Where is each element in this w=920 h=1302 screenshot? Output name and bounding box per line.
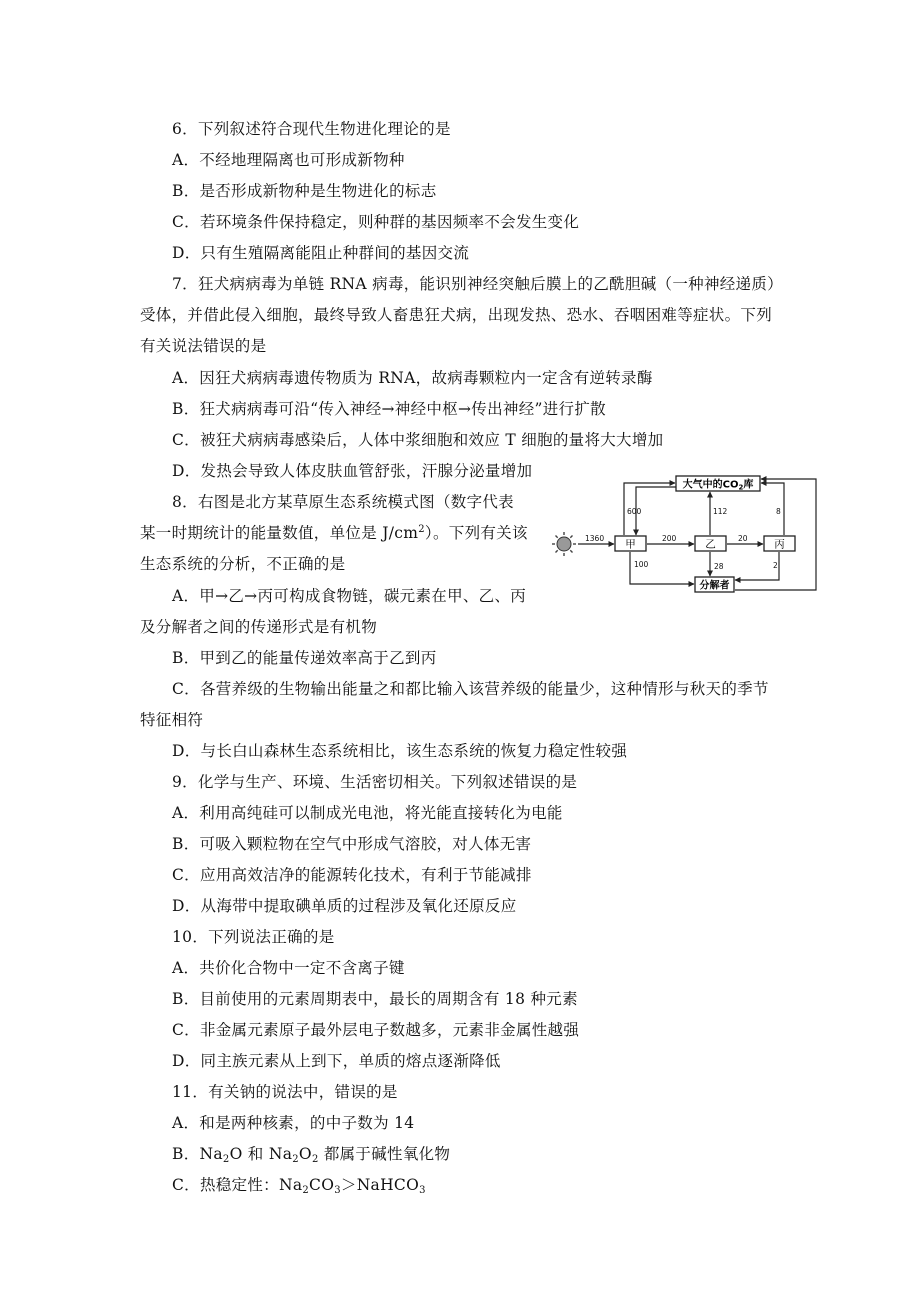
q10-option-d: D．同主族元素从上到下，单质的熔点逐渐降低 [172,1052,501,1070]
label-jia: 甲 [625,538,636,551]
q6-option-d: D．只有生殖隔离能阻止种群间的基因交流 [172,244,470,262]
q8-stem-line3: 生态系统的分析，不正确的是 [140,555,346,573]
sun-icon [552,532,576,556]
q8-stem-line1: 8．右图是北方某草原生态系统模式图（数字代表 [172,493,514,511]
ecosystem-energy-flow-diagram [548,474,824,606]
q8-option-a-line2: 及分解者之间的传递形式是有机物 [140,618,378,636]
q7-option-c: C．被狂犬病病毒感染后，人体中浆细胞和效应 T 细胞的量将大大增加 [172,431,664,449]
q6-option-a: A．不经地理隔离也可形成新物种 [172,151,405,169]
value-2: 2 [773,561,778,570]
q9-option-b: B．可吸入颗粒物在空气中形成气溶胶，对人体无害 [172,835,532,853]
q7-option-b: B．狂犬病病毒可沿“传入神经→神经中枢→传出神经”进行扩散 [172,400,606,418]
decomposer-label: 分解者 [699,580,730,592]
value-20: 20 [738,534,748,543]
q11-option-c: C．热稳定性：$Na_2CO_3>NaHCO_3$ [172,1176,426,1196]
q9-stem: 9．化学与生产、环境、生活密切相关。下列叙述错误的是 [172,773,578,791]
q10-option-c: C．非金属元素原子最外层电子数越多，元素非金属性越强 [172,1021,580,1039]
q8-option-c-line2: 特征相符 [140,711,204,729]
q7-option-a: A．因狂犬病病毒遗传物质为 RNA，故病毒颗粒内一定含有逆转录酶 [172,369,653,387]
q10-option-a: A．共价化合物中一定不含离子键 [172,959,405,977]
value-600: 600 [627,507,642,516]
q11-option-a: A．和是两种核素，的中子数为 14 [172,1114,415,1132]
value-28: 28 [714,562,724,571]
q10-option-b: B．目前使用的元素周期表中，最长的周期含有 18 种元素 [172,990,578,1008]
value-100: 100 [634,560,649,569]
value-200: 200 [662,534,677,543]
arrow-co2-to-jia [636,487,676,535]
q9-option-c: C．应用高效洁净的能源转化技术，有利于节能减排 [172,866,532,884]
q9-option-a: A．利用高纯硅可以制成光电池，将光能直接转化为电能 [172,804,563,822]
q7-stem-line3: 有关说法错误的是 [140,337,267,355]
label-bing: 丙 [774,538,785,551]
q11-stem: 11．有关钠的说法中，错误的是 [172,1083,398,1101]
q8-option-a-line1: A．甲→乙→丙可构成食物链，碳元素在甲、乙、丙 [172,587,527,605]
q6-option-c: C．若环境条件保持稳定，则种群的基因频率不会发生变化 [172,213,580,231]
q6-option-b: B．是否形成新物种是生物进化的标志 [172,182,437,200]
value-1360: 1360 [585,534,605,543]
q8-stem-line2: 某一时期统计的能量数值，单位是 $J/cm^2$）。下列有关该 [140,524,528,542]
label-yi: 乙 [705,538,716,551]
q7-stem-line1: 7．狂犬病病毒为单链 RNA 病毒，能识别神经突触后膜上的乙酰胆碱（一种神经递质） [172,275,783,293]
value-8: 8 [776,507,781,516]
q7-option-d: D．发热会导致人体皮肤血管舒张，汗腺分泌量增加 [172,462,533,480]
q8-option-b: B．甲到乙的能量传递效率高于乙到丙 [172,649,437,667]
q9-option-d: D．从海带中提取碘单质的过程涉及氧化还原反应 [172,897,517,915]
q11-option-b: B．$Na_2O$ 和 $Na_2O_2$ 都属于碱性氧化物 [172,1145,451,1165]
co2-pool-label: 大气中的$CO_2$库 [682,479,754,492]
q8-option-d: D．与长白山森林生态系统相比，该生态系统的恢复力稳定性较强 [172,742,628,760]
q6-stem: 6．下列叙述符合现代生物进化理论的是 [172,120,451,138]
q8-option-c-line1: C．各营养级的生物输出能量之和都比输入该营养级的能量少，这种情形与秋天的季节 [172,680,769,698]
q10-stem: 10．下列说法正确的是 [172,928,335,946]
q7-stem-line2: 受体，并借此侵入细胞，最终导致人畜患狂犬病，出现发热、恐水、吞咽困难等症状。下列 [140,306,773,324]
value-112: 112 [713,507,728,516]
